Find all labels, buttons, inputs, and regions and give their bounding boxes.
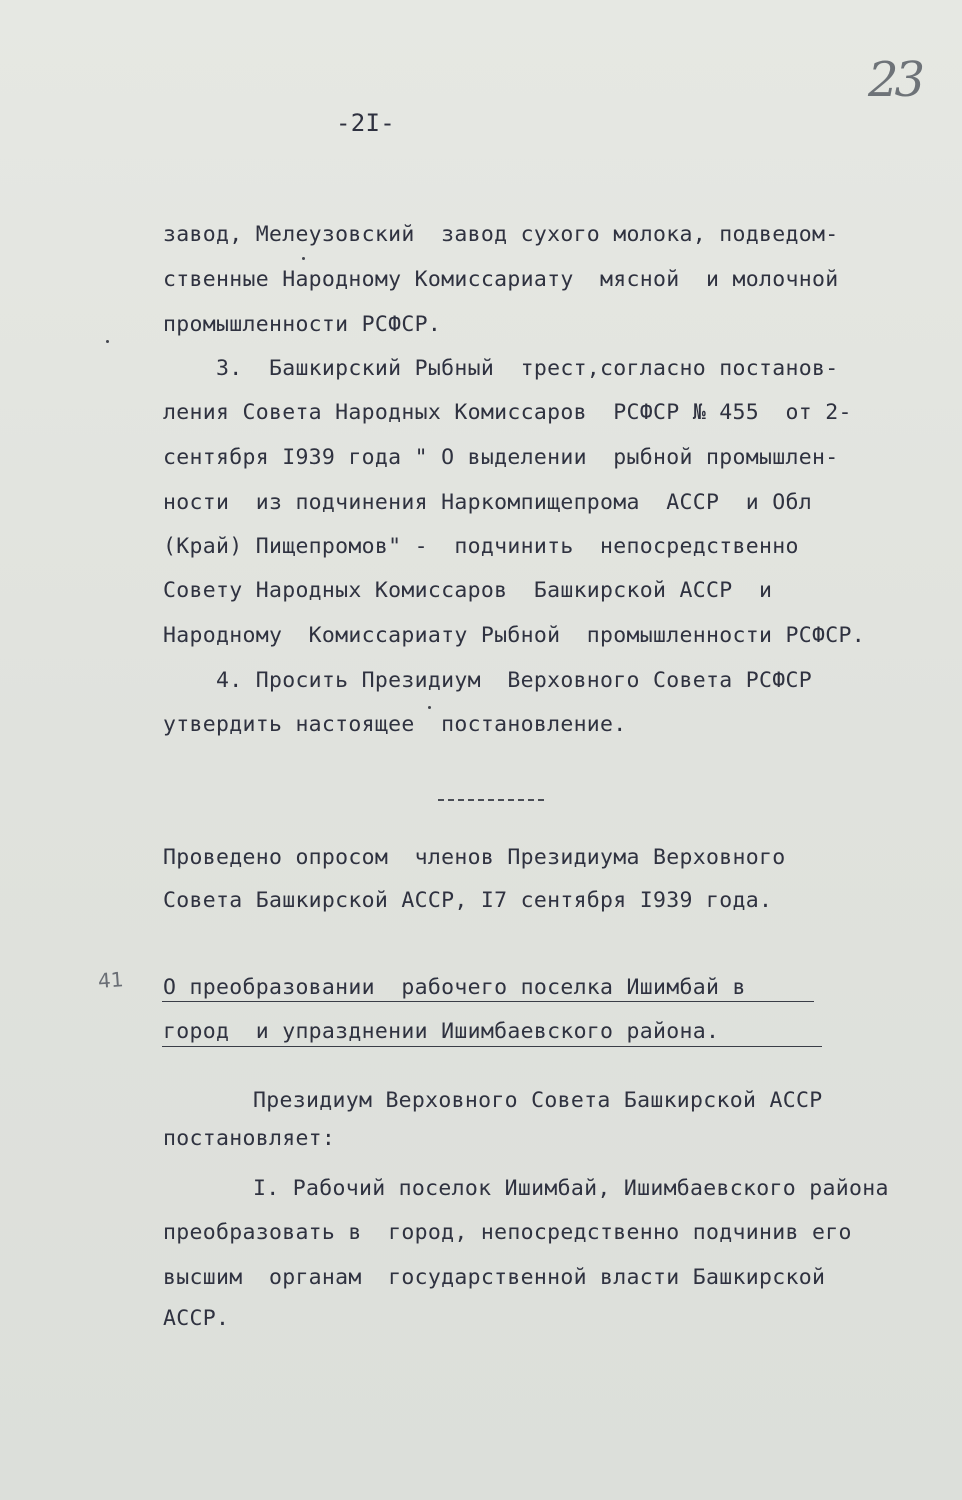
body-line: высшим органам государственной власти Башкирской xyxy=(163,1265,826,1290)
page-number: -2I- xyxy=(336,109,395,137)
body-line: АССР. xyxy=(163,1306,230,1331)
text-line: 4. Просить Президиум Верховного Совета РСФСР xyxy=(163,668,812,693)
title-underline xyxy=(162,1046,822,1047)
speck xyxy=(302,257,305,260)
separator xyxy=(438,799,544,801)
note-line: Проведено опросом членов Президиума Верховного xyxy=(163,845,786,870)
text-line: промышленности РСФСР. xyxy=(163,312,442,337)
archive-sheet-number: 23 xyxy=(868,52,922,108)
title-underline xyxy=(162,1001,814,1002)
text-line: ности из подчинения Наркомпищепрома АССР и Обл xyxy=(163,490,812,515)
margin-annotation: 41 xyxy=(97,967,125,993)
body-line: постановляет: xyxy=(163,1126,336,1151)
body-line: Президиум Верховного Совета Башкирской АССР xyxy=(253,1088,823,1113)
text-line: завод, Мелеузовский завод сухого молока, подведом- xyxy=(163,222,839,247)
text-line: Совету Народных Комиссаров Башкирской АССР и xyxy=(163,578,773,603)
text-line: утвердить настоящее постановление. xyxy=(163,712,627,737)
text-line: сентября I939 года " О выделении рыбной промышлен- xyxy=(163,445,839,470)
text-line: ственные Народному Комиссариату мясной и молочной xyxy=(163,267,839,292)
note-line: Совета Башкирской АССР, I7 сентября I939 года. xyxy=(163,888,773,913)
text-line: (Край) Пищепромов" - подчинить непосредственно xyxy=(163,534,799,559)
section-title-line: О преобразовании рабочего поселка Ишимбай в xyxy=(163,975,746,1000)
text-line: Народному Комиссариату Рыбной промышленности РСФСР. xyxy=(163,623,865,648)
speck xyxy=(428,706,431,709)
section-title-line: город и упразднении Ишимбаевского района. xyxy=(163,1019,720,1044)
body-line: преобразовать в город, непосредственно подчинив его xyxy=(163,1220,852,1245)
body-line: I. Рабочий поселок Ишимбай, Ишимбаевского района xyxy=(253,1176,889,1201)
text-line: ления Совета Народных Комиссаров РСФСР № 455 от 2- xyxy=(163,400,852,425)
speck xyxy=(106,340,109,343)
text-line: 3. Башкирский Рыбный трест,согласно постанов- xyxy=(163,356,839,381)
